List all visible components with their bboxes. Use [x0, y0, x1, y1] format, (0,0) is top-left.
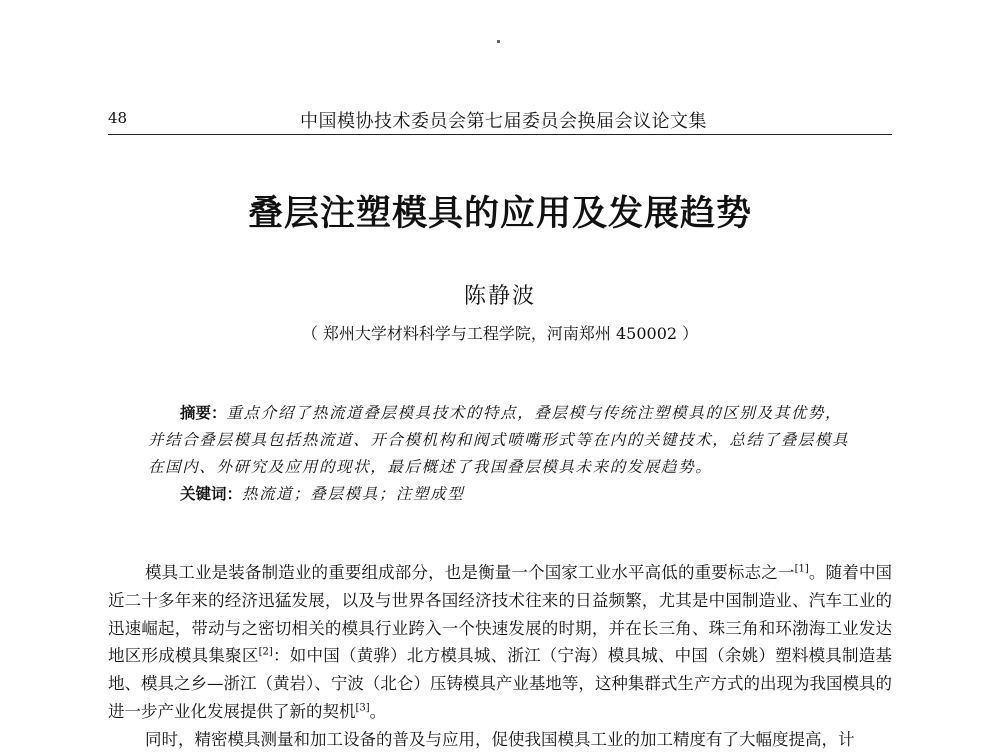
- body-text: [108, 559, 892, 754]
- header-rule: [108, 134, 892, 135]
- citation-2: [2]: [258, 646, 273, 658]
- body-paragraph-2: 同时，精密模具测量和加工设备的普及与应用，促使我国模具工业的加工精度有了大幅度提高，计: [145, 729, 855, 749]
- abstract-line-3: 在国内、外研究及应用的现状，最后概述了我国叠层模具未来的发展趋势。: [148, 458, 713, 476]
- author-name: 陈静波: [463, 284, 536, 309]
- body-p1-part-c: ：如中国（黄骅）北方模具城、浙江（宁海）模具城、中国（余姚）塑料模具制造基地、模具之乡—浙江（黄岩）、宁波（北仑）压铸模具产业基地等，这种集群式生产方式的出现为我国模具的进一步产业化发展提供了新的契机: [108, 646, 893, 721]
- keywords-text: 热流道；叠层模具；注塑成型: [242, 485, 465, 503]
- keywords-label: 关键词：: [180, 485, 243, 503]
- abstract-block: [148, 400, 868, 508]
- page-number: 48: [108, 109, 128, 127]
- body-p1-part-a: 模具工业是装备制造业的重要组成部分，也是衡量一个国家工业水平高低的重要标志之一: [145, 563, 795, 582]
- author-affiliation: （ 郑州大学材料科学与工程学院，河南郑州 450002 ）: [301, 324, 699, 343]
- paper-title: 叠层注塑模具的应用及发展趋势: [247, 194, 752, 234]
- citation-1: [1]: [794, 563, 809, 575]
- abstract-text-1: 重点介绍了热流道叠层模具技术的特点，叠层模与传统注塑模具的区别及其优势，: [226, 404, 843, 422]
- running-header-title: 中国模协技术委员会第七届委员会换届会议论文集: [300, 111, 707, 132]
- keywords-line: [180, 481, 868, 508]
- abstract-line-1: [148, 400, 868, 427]
- body-p1-part-b: 。随着中国近二十多年来的经济迅猛发展，以及与世界各国经济技术往来的日益频繁，尤其是中国制造业、汽车工业的迅速崛起，带动与之密切相关的模具行业跨入一个快速发展的时期，并在长三角、珠三角和环渤海工业发达地区形成模具集聚区: [108, 563, 893, 666]
- abstract-label: 摘要：: [180, 404, 227, 422]
- body-p1-part-d: 。: [369, 701, 387, 721]
- abstract-line-2: 并结合叠层模具包括热流道、开合模机构和阀式喷嘴形式等在内的关键技术，总结了叠层模具: [148, 431, 850, 449]
- scan-speck: [497, 40, 500, 43]
- body-paragraph-1: [108, 559, 892, 726]
- citation-3: [3]: [355, 702, 370, 714]
